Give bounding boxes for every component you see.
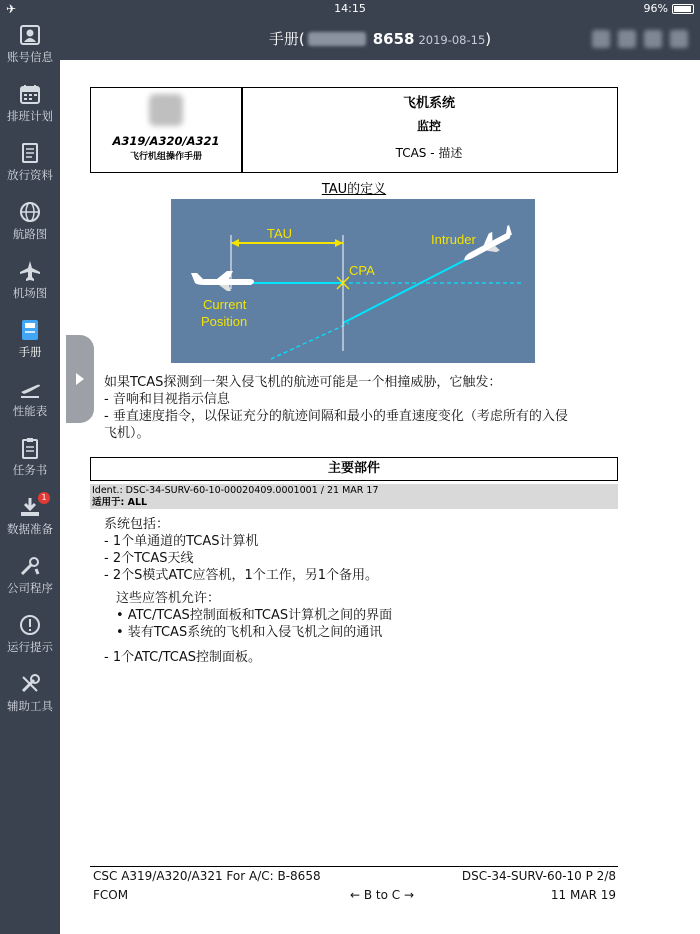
sidebar-item-account[interactable]: [0, 22, 60, 78]
sidebar-item-label: 航路图: [12, 227, 48, 241]
airplane-icon: [19, 260, 41, 282]
intro-line: 如果TCAS探测到一架入侵飞机的航迹可能是一个相撞威胁，它触发：: [104, 375, 502, 390]
title-prefix: 手册(: [268, 30, 305, 48]
sidebar-item-manual[interactable]: [0, 317, 60, 373]
sidebar-item-company-procedures[interactable]: [0, 553, 60, 609]
sidebar-item-label: 数据准备: [7, 522, 53, 536]
header-actions: [592, 30, 688, 48]
status-time: 14:15: [334, 2, 366, 15]
transponder-line: • ATC/TCAS控制面板和TCAS计算机之间的界面: [116, 608, 393, 623]
sidebar-item-label: 任务书: [12, 463, 48, 477]
redacted-action-button[interactable]: [592, 30, 610, 48]
transponder-line: 这些应答机允许：: [116, 591, 221, 606]
sidebar-item-label: 公司程序: [7, 581, 53, 595]
redacted-action-button[interactable]: [644, 30, 662, 48]
account-icon: [19, 24, 41, 46]
aircraft-model: A319/A320/A321: [112, 134, 220, 148]
ident-block: [90, 484, 618, 509]
redacted-action-button[interactable]: [670, 30, 688, 48]
panel-text: [104, 649, 261, 666]
sidebar-item-schedule[interactable]: [0, 81, 60, 137]
panel-line: - 1个ATC/TCAS控制面板。: [104, 650, 262, 665]
footer-left-bottom: FCOM: [93, 888, 129, 902]
airplane-mode-icon: ✈: [6, 2, 17, 16]
sidebar-item-route-map[interactable]: [0, 199, 60, 255]
redacted-text: [308, 32, 366, 46]
components-text: [104, 516, 378, 584]
section-title: 主要部件: [90, 457, 618, 481]
sidebar-item-label: 性能表: [12, 404, 48, 418]
sidebar-item-ops-tips[interactable]: [0, 612, 60, 668]
sidebar-item-label: 机场图: [12, 286, 48, 300]
sidebar: [0, 18, 60, 934]
battery-percent: 96%: [643, 2, 668, 15]
system-description: TCAS - 描述: [395, 146, 463, 160]
wrench-icon: [19, 673, 41, 695]
ident-text: Ident.: DSC-34-SURV-60-10-00020409.0001001 / 21 MAR 17: [92, 485, 379, 496]
sidebar-toggle-handle[interactable]: [66, 335, 94, 423]
calendar-icon: [19, 83, 41, 105]
takeoff-icon: [19, 378, 41, 400]
document-header-box: [90, 87, 618, 173]
sidebar-item-release-docs[interactable]: [0, 140, 60, 196]
intro-text: [104, 374, 568, 442]
chevron-right-icon: [76, 373, 84, 385]
doc-number: 8658: [372, 30, 415, 48]
system-subtitle: 监控: [416, 119, 441, 133]
transponder-line: • 装有TCAS系统的飞机和入侵飞机之间的通讯: [116, 625, 383, 640]
manual-name: 飞行机组操作手册: [129, 152, 202, 162]
system-title: 飞机系统: [402, 96, 455, 111]
sidebar-item-performance[interactable]: [0, 376, 60, 432]
footer-divider: [90, 866, 618, 867]
current-label: Current: [203, 297, 247, 312]
document-page: [60, 60, 700, 934]
sidebar-item-label: 排班计划: [7, 109, 53, 123]
tools-icon: [19, 555, 41, 577]
alert-icon: [19, 614, 41, 636]
page-navigation[interactable]: ← B to C →: [350, 888, 415, 902]
battery-icon: [672, 4, 694, 14]
intro-line: - 垂直速度指令，以保证充分的航迹间隔和最小的垂直速度变化（考虑所有的入侵: [104, 409, 568, 424]
main-header: [60, 18, 700, 60]
components-line: - 1个单通道的TCAS计算机: [104, 534, 259, 549]
figure-caption: TAU的定义: [321, 182, 387, 197]
sidebar-item-airport-chart[interactable]: [0, 258, 60, 314]
footer-right-bottom: 11 MAR 19: [550, 888, 616, 902]
footer-right-top: DSC-34-SURV-60-10 P 2/8: [461, 869, 616, 883]
sidebar-item-label: 账号信息: [7, 50, 53, 64]
sidebar-item-label: 手册: [18, 345, 42, 359]
cpa-label: CPA: [349, 263, 375, 278]
applicability-text: 适用于: ALL: [92, 496, 148, 508]
globe-icon: [19, 201, 41, 223]
airline-logo: [149, 94, 183, 126]
battery-indicator: [644, 2, 694, 15]
sidebar-item-utilities[interactable]: [0, 671, 60, 727]
redacted-action-button[interactable]: [618, 30, 636, 48]
components-line: 系统包括：: [104, 517, 170, 532]
components-line: - 2个S模式ATC应答机，1个工作，另1个备用。: [104, 568, 379, 583]
status-bar: [0, 0, 700, 18]
notification-badge: 1: [38, 492, 50, 504]
document-icon: [19, 142, 41, 164]
intro-line: - 音响和目视指示信息: [104, 392, 230, 407]
position-label: Position: [201, 314, 248, 329]
sidebar-item-mission[interactable]: [0, 435, 60, 491]
tau-diagram: [171, 199, 535, 363]
sidebar-item-label: 运行提示: [7, 640, 53, 654]
sidebar-item-label: 放行资料: [7, 168, 53, 182]
intruder-label: Intruder: [431, 232, 476, 247]
intro-line: 飞机）。: [104, 426, 150, 441]
manual-icon: [19, 319, 41, 341]
title-suffix: ): [485, 30, 492, 48]
clipboard-icon: [19, 437, 41, 459]
transponder-text: [116, 590, 392, 641]
sidebar-item-data-prep[interactable]: [0, 494, 60, 550]
components-line: - 2个TCAS天线: [104, 551, 194, 566]
footer-left-top: CSC A319/A320/A321 For A/C: B-8658: [93, 869, 321, 883]
sidebar-item-label: 辅助工具: [7, 699, 53, 713]
doc-date: 2019-08-15: [418, 33, 486, 47]
tau-label: TAU: [267, 226, 293, 241]
